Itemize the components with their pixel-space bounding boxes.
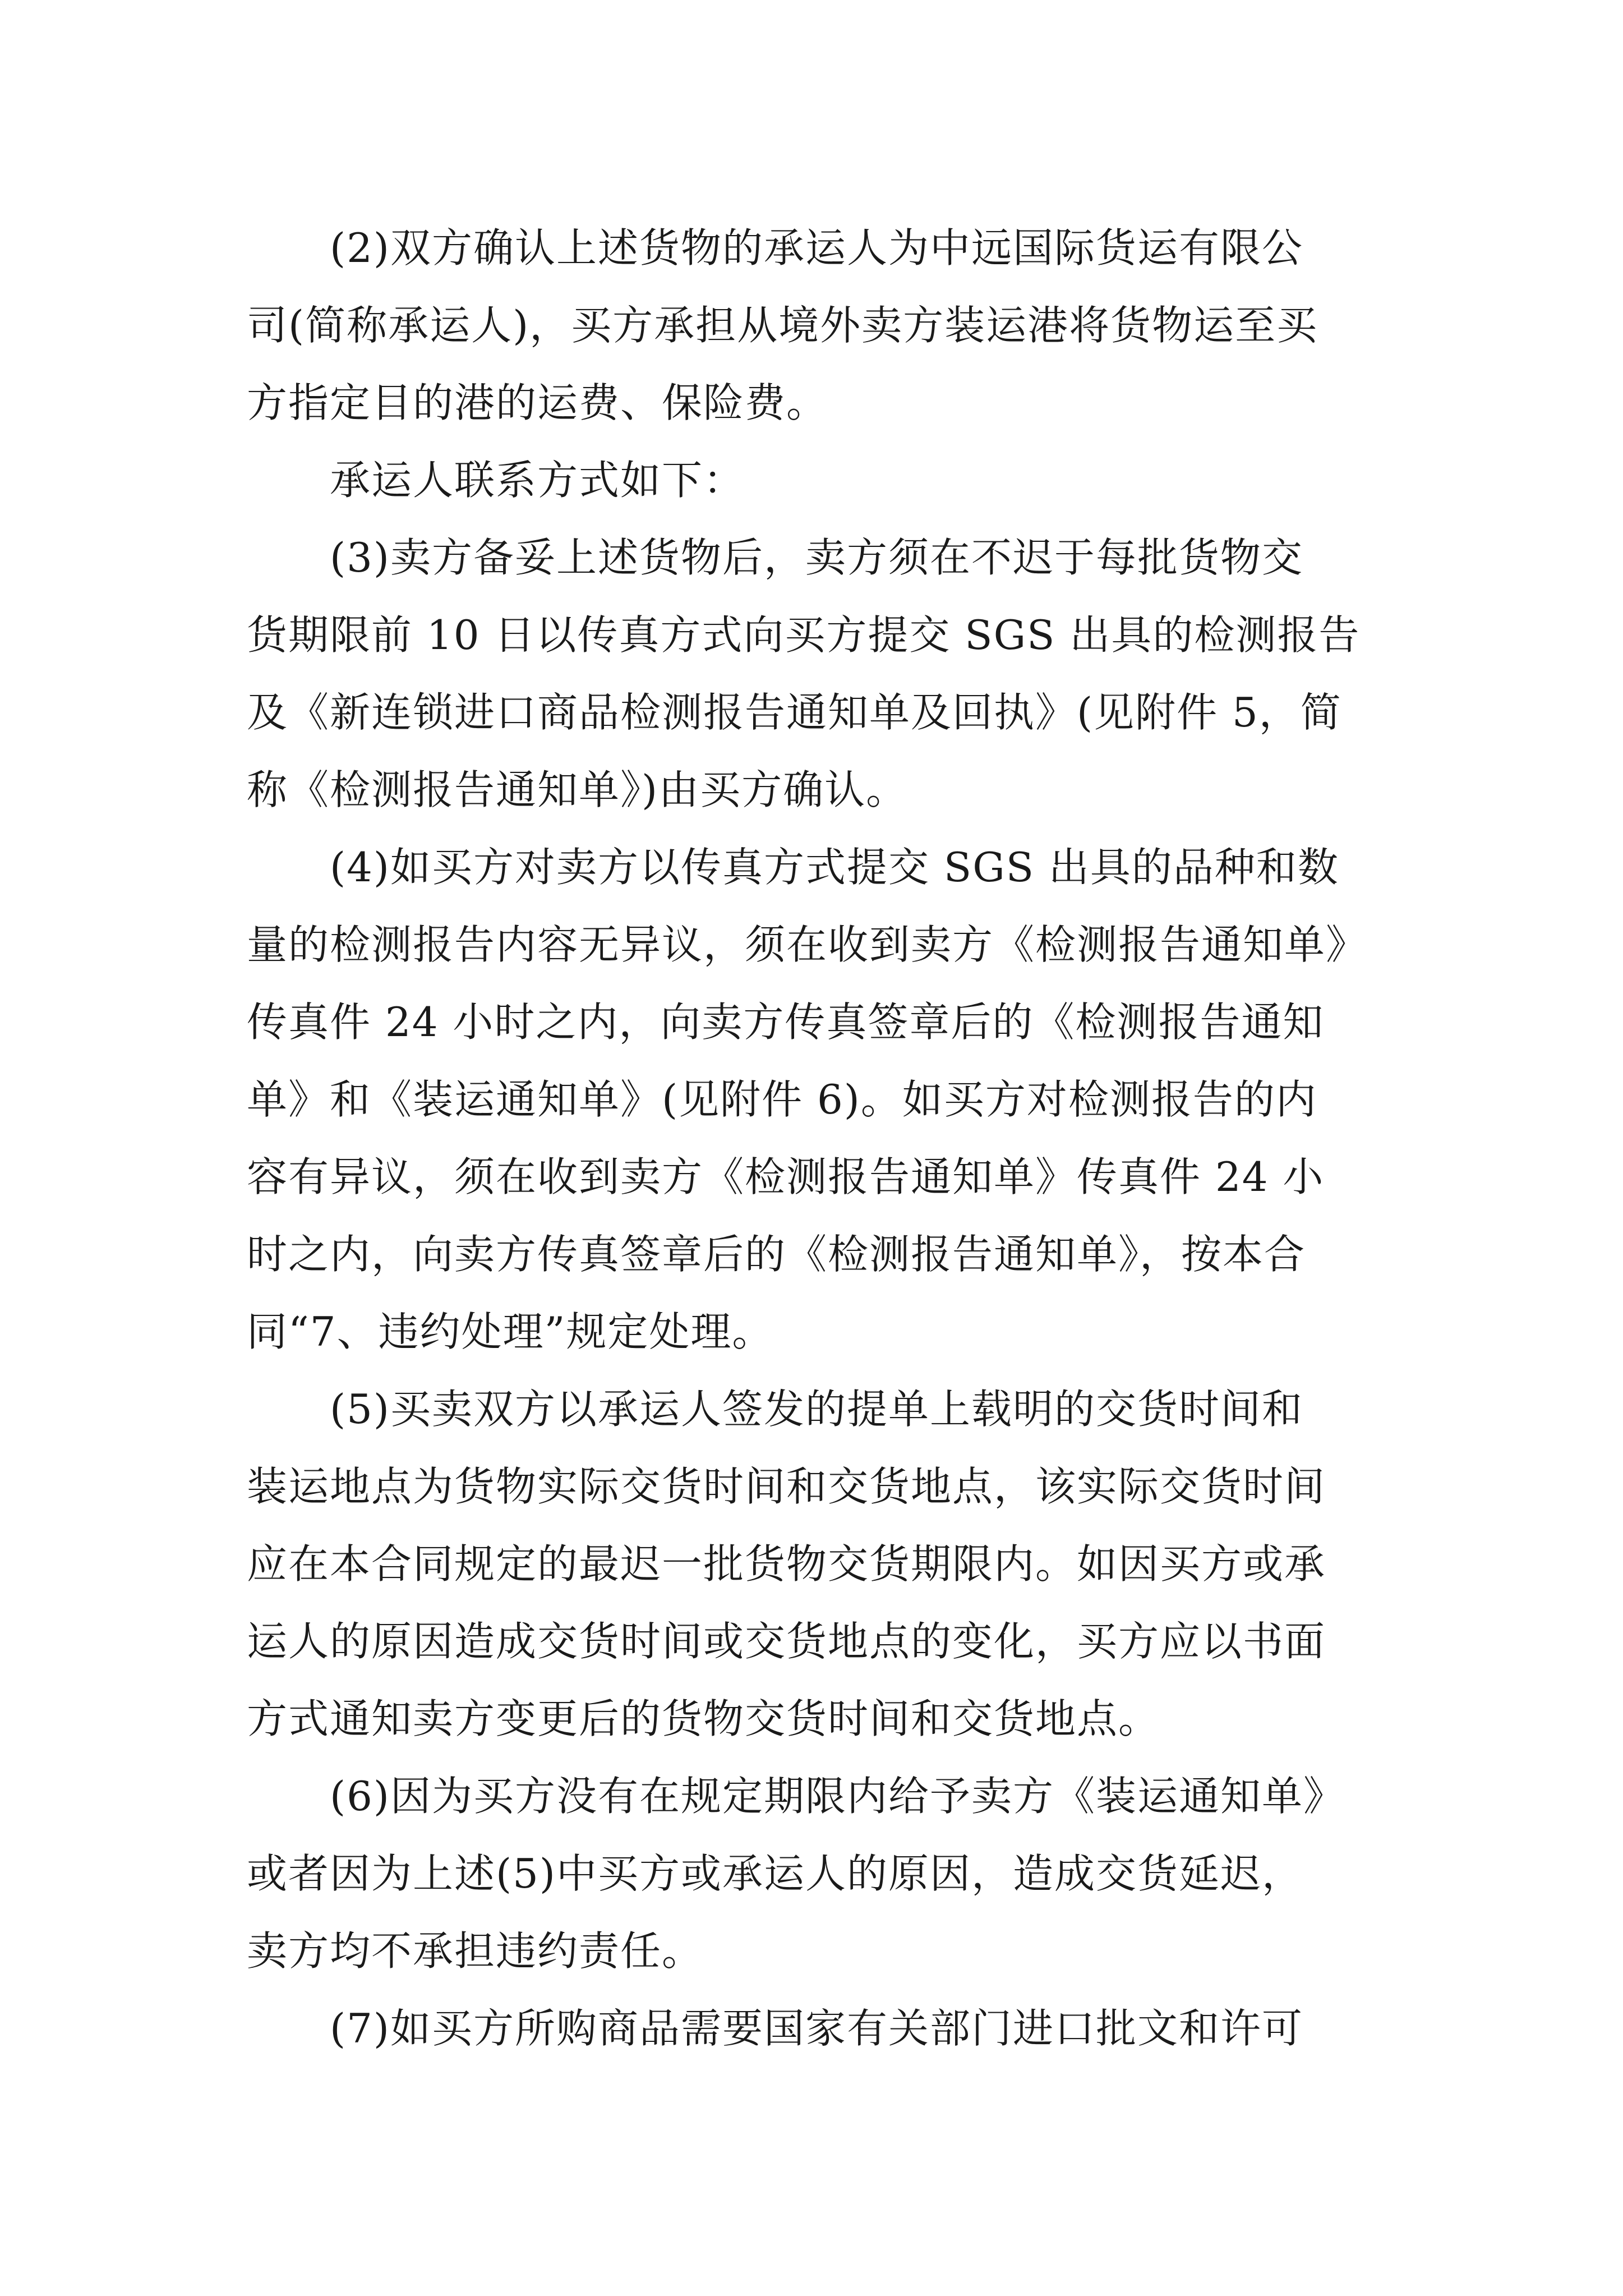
- clause-4-line-6: 时之内，向卖方传真签章后的《检测报告通知单》，按本合: [247, 1231, 1306, 1278]
- clause-3-line-3: 及《新连锁进口商品检测报告通知单及回执》(见附件 5，简: [247, 689, 1342, 736]
- carrier-contact-line: 承运人联系方式如下：: [330, 457, 745, 504]
- clause-4-line-3: 传真件 24 小时之内，向卖方传真签章后的《检测报告通知: [247, 999, 1325, 1046]
- clause-2-line-2: 司(简称承运人)，买方承担从境外卖方装运港将货物运至买: [247, 302, 1318, 349]
- clause-5-line-5: 方式通知卖方变更后的货物交货时间和交货地点。: [247, 1695, 1160, 1742]
- clause-6-line-1: (6)因为买方没有在规定期限内给予卖方《装运通知单》: [330, 1773, 1345, 1820]
- clause-4-line-4: 单》和《装运通知单》(见附件 6)。如买方对检测报告的内: [247, 1076, 1317, 1123]
- clause-4-line-2: 量的检测报告内容无异议，须在收到卖方《检测报告通知单》: [247, 921, 1368, 968]
- clause-5-line-3: 应在本合同规定的最迟一批货物交货期限内。如因买方或承: [247, 1540, 1326, 1588]
- clause-6-line-3: 卖方均不承担违约责任。: [247, 1927, 704, 1975]
- clause-3-line-1: (3)卖方备妥上述货物后，卖方须在不迟于每批货物交: [330, 534, 1303, 581]
- clause-5-line-1: (5)买卖双方以承运人签发的提单上载明的交货时间和: [330, 1386, 1303, 1433]
- clause-6-line-2: 或者因为上述(5)中买方或承运人的原因，造成交货延迟，: [247, 1850, 1303, 1897]
- clause-2-line-3: 方指定目的港的运费、保险费。: [247, 379, 828, 426]
- clause-4-line-1: (4)如买方对卖方以传真方式提交 SGS 出具的品种和数: [330, 844, 1339, 891]
- contract-text: [247, 209, 1385, 2067]
- clause-5-line-4: 运人的原因造成交货时间或交货地点的变化，买方应以书面: [247, 1618, 1326, 1665]
- clause-4-line-5: 容有异议，须在收到卖方《检测报告通知单》传真件 24 小: [247, 1153, 1325, 1200]
- clause-2-line-1: (2)双方确认上述货物的承运人为中远国际货运有限公: [330, 224, 1303, 272]
- clause-3-line-2: 货期限前 10 日以传真方式向买方提交 SGS 出具的检测报告: [247, 611, 1361, 659]
- clause-3-line-4: 称《检测报告通知单》)由买方确认。: [247, 766, 908, 813]
- clause-4-line-7: 同“7、违约处理”规定处理。: [247, 1308, 774, 1355]
- clause-7-line-1: (7)如买方所购商品需要国家有关部门进口批文和许可: [330, 2005, 1303, 2052]
- clause-5-line-2: 装运地点为货物实际交货时间和交货地点，该实际交货时间: [247, 1463, 1326, 1510]
